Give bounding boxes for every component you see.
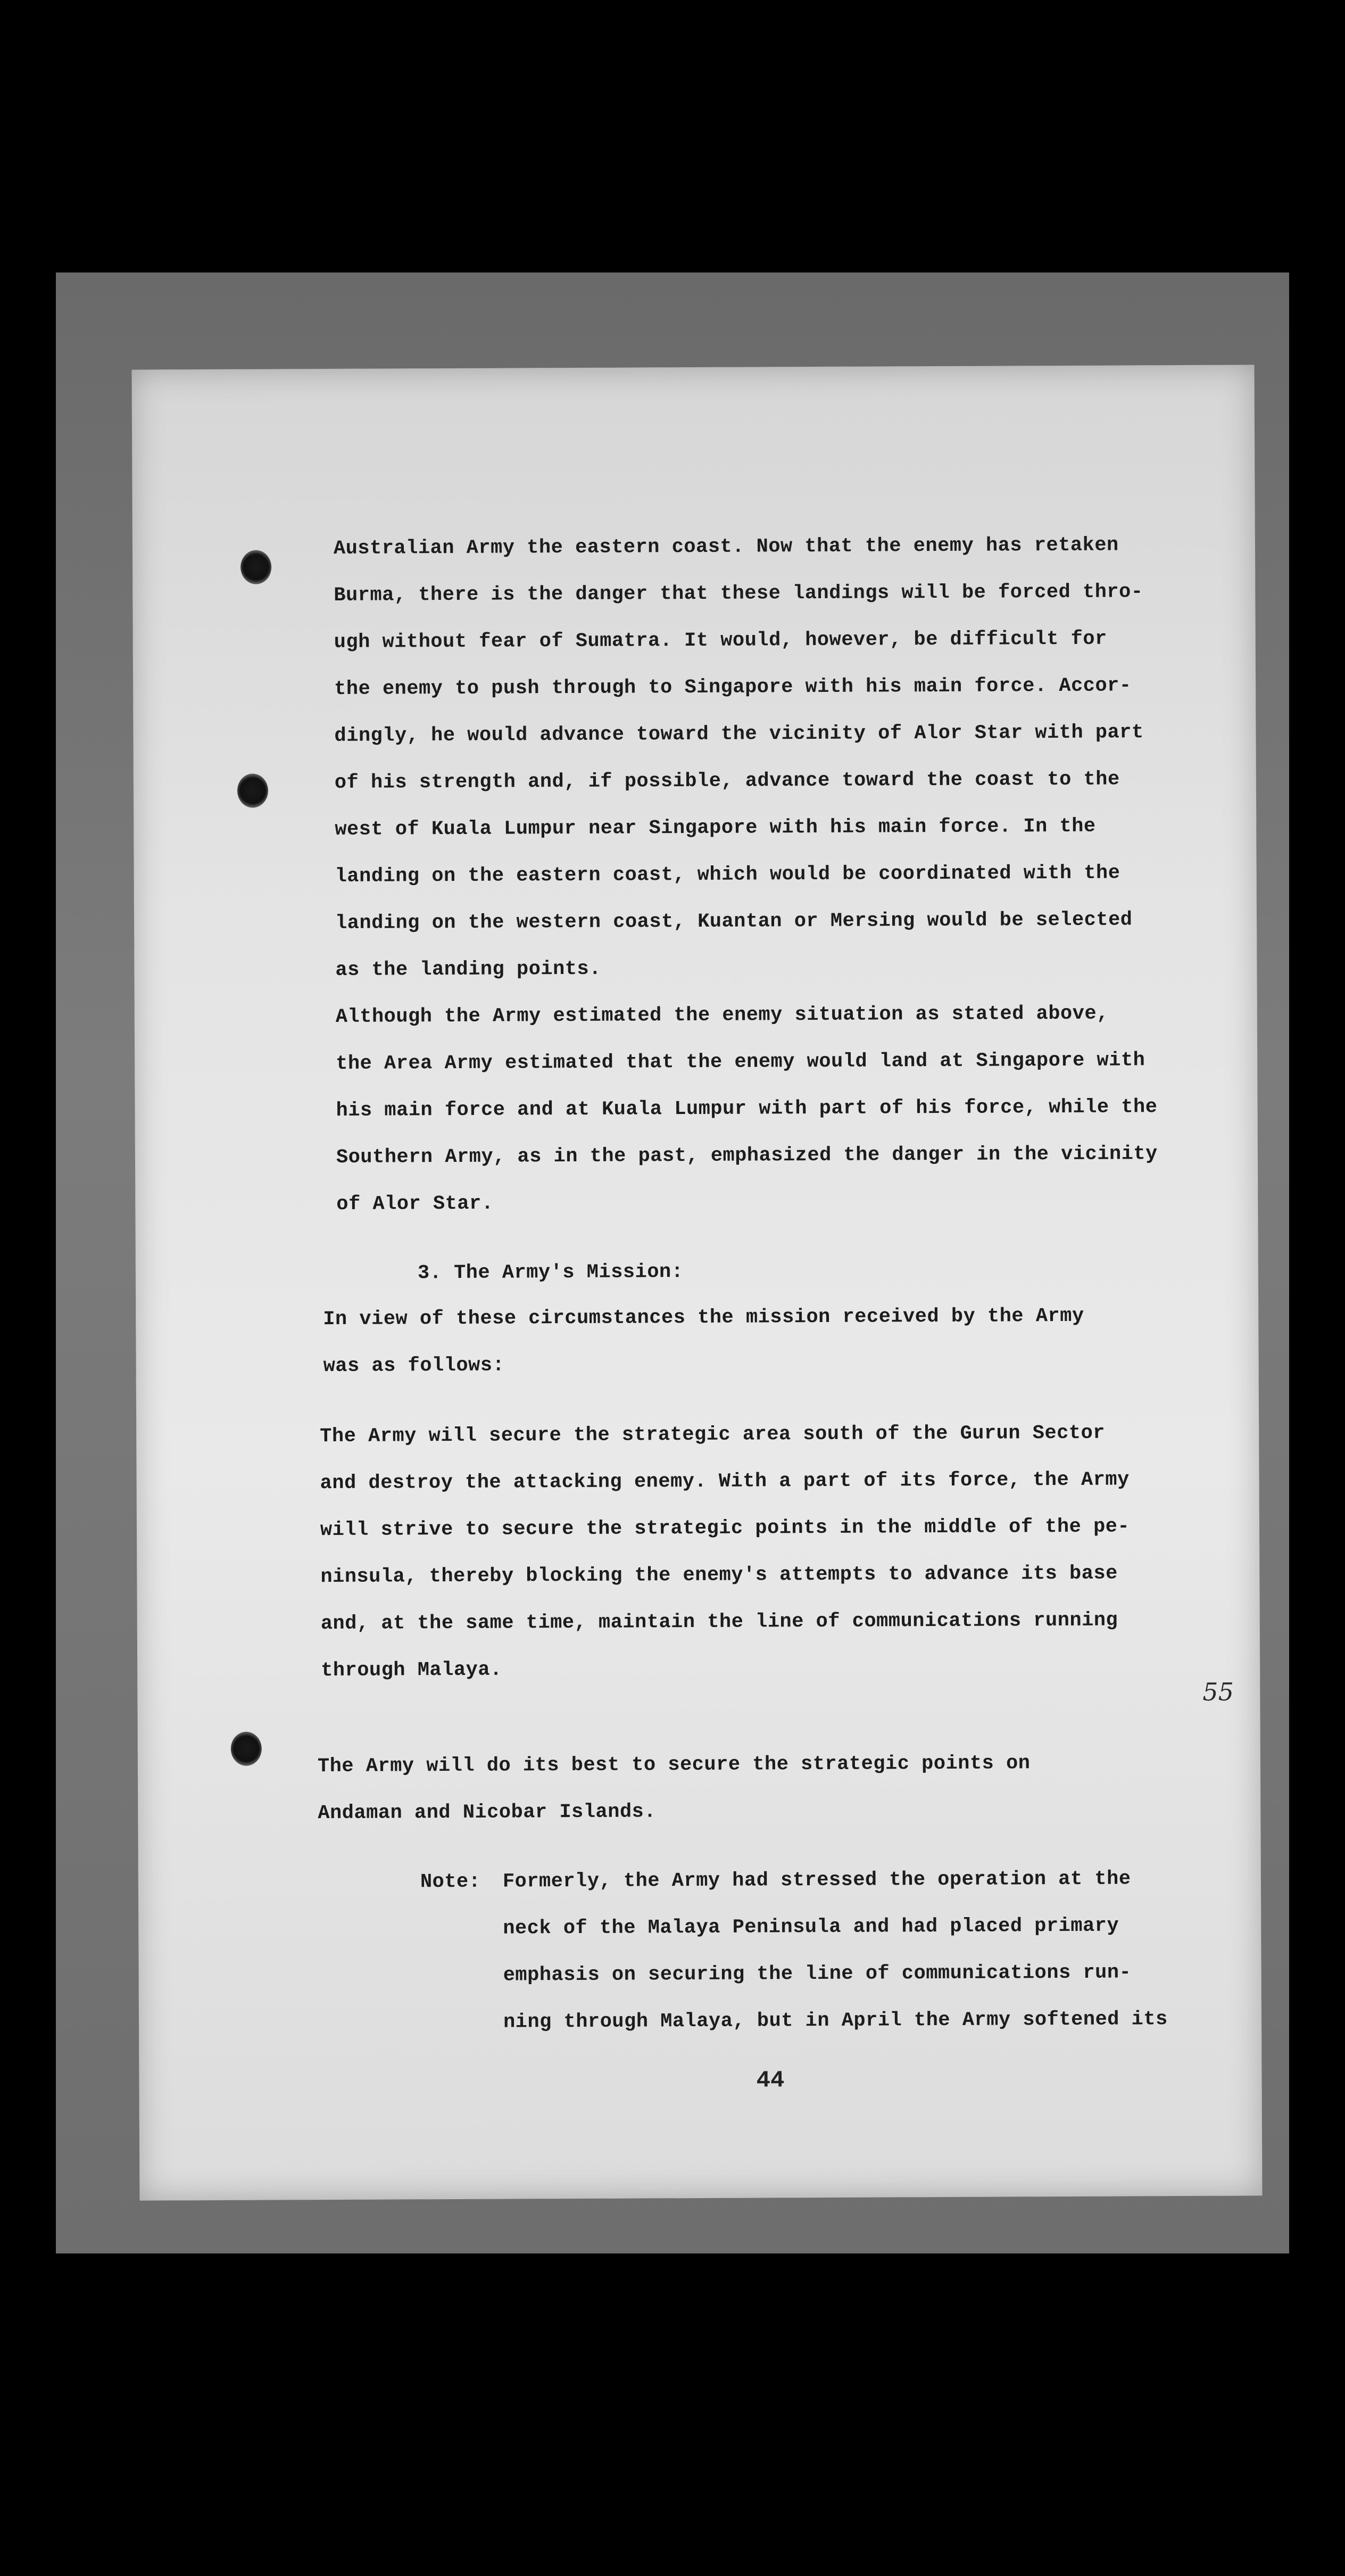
text-line: ninsula, thereby blocking the enemy's attempts to advance its base — [320, 1562, 1118, 1589]
text-line: ning through Malaya, but in April the Army softened its — [503, 2008, 1168, 2034]
text-line: ugh without fear of Sumatra. It would, however, be difficult for — [334, 628, 1107, 654]
text-line: west of Kuala Lumpur near Singapore with his main force. In the — [335, 815, 1096, 841]
text-line: Southern Army, as in the past, emphasized the danger in the vicinity — [336, 1143, 1158, 1169]
text-line: the Area Army estimated that the enemy would land at Singapore with — [336, 1049, 1145, 1075]
note-text — [503, 1855, 1168, 2045]
punch-hole-bottom — [231, 1732, 262, 1766]
body-text-block — [334, 522, 1158, 1228]
text-line: The Army will secure the strategic area south of the Gurun Sector — [320, 1422, 1106, 1448]
text-line: landing on the eastern coast, which would be coordinated with the — [335, 862, 1120, 888]
mission-paragraph-2 — [318, 1740, 1031, 1837]
text-line: his main force and at Kuala Lumpur with part of his force, while the — [336, 1096, 1158, 1122]
text-line: dingly, he would advance toward the vicinity of Alor Star with part — [334, 721, 1144, 747]
text-line: of Alor Star. — [336, 1192, 494, 1216]
text-line: was as follows: — [323, 1354, 505, 1378]
text-line: Burma, there is the danger that these landings will be forced thro- — [334, 581, 1143, 607]
text-line: the enemy to push through to Singapore with his main force. Accor- — [334, 674, 1132, 700]
text-line: Formerly, the Army had stressed the operation at the — [502, 1868, 1131, 1893]
text-line: and destroy the attacking enemy. With a part of its force, the Army — [320, 1468, 1130, 1495]
note-label: Note: — [420, 1870, 481, 1894]
text-line: landing on the western coast, Kuantan or Mersing would be selected — [335, 909, 1133, 935]
section-heading: 3. The Army's Mission: — [417, 1261, 684, 1285]
text-line: as the landing points. — [335, 957, 602, 981]
punch-hole-top — [240, 550, 271, 584]
text-line: In view of these circumstances the mission received by the Army — [323, 1304, 1084, 1331]
page-number: 44 — [756, 2067, 785, 2094]
text-line: The Army will do its best to secure the strategic points on — [317, 1752, 1031, 1778]
text-line: and, at the same time, maintain the line of communications running — [320, 1609, 1118, 1636]
text-line: of his strength and, if possible, advance toward the coast to the — [334, 768, 1120, 794]
text-line: will strive to secure the strategic points in the middle of the pe- — [320, 1515, 1130, 1542]
document-page — [132, 365, 1263, 2200]
text-line: neck of the Malaya Peninsula and had placed primary — [503, 1914, 1119, 1940]
text-line: emphasis on securing the line of communications run- — [503, 1961, 1132, 1987]
mission-intro — [323, 1293, 1084, 1390]
margin-page-number: 55 — [1202, 1677, 1234, 1706]
text-line: Australian Army the eastern coast. Now that the enemy has retaken — [333, 534, 1119, 560]
microfilm-frame — [56, 273, 1289, 2253]
mission-paragraph-1 — [320, 1409, 1130, 1694]
text-line: through Malaya. — [321, 1658, 502, 1682]
text-line: Andaman and Nicobar Islands. — [318, 1801, 657, 1825]
punch-hole-middle — [237, 774, 268, 808]
text-line: Although the Army estimated the enemy situation as stated above, — [335, 1002, 1109, 1028]
